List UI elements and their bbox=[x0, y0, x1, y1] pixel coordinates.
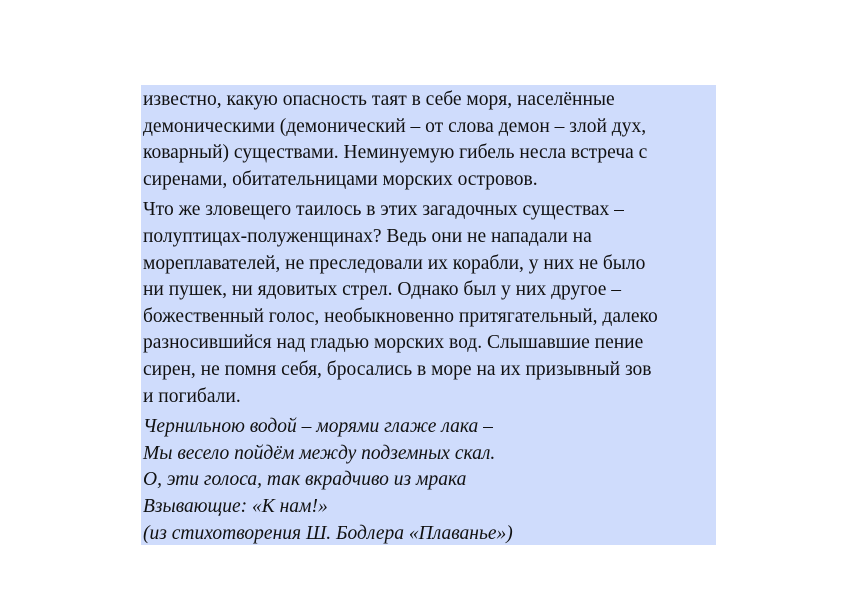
highlighted-text-block bbox=[141, 85, 716, 545]
text-line: мореплавателей, не преследовали их корабли, у них не было bbox=[143, 252, 646, 274]
paragraph-sirens-danger bbox=[143, 87, 716, 193]
poem-quote bbox=[143, 414, 716, 547]
text-line: ни пушек, ни ядовитых стрел. Однако был у них другое – bbox=[143, 279, 622, 301]
text-line: божественный голос, необыкновенно притягательный, далеко bbox=[143, 305, 658, 327]
poem-source: (из стихотворения Ш. Бодлера «Плаванье») bbox=[143, 522, 513, 544]
text-line: сиренами, обитательницами морских островов. bbox=[143, 168, 538, 190]
text-line: Что же зловещего таилось в этих загадочных существах – bbox=[143, 199, 624, 221]
text-line: полуптицах-полуженщинах? Ведь они не нападали на bbox=[143, 225, 592, 247]
text-line: коварный) существами. Неминуемую гибель несла встреча с bbox=[143, 142, 648, 164]
text-line: известно, какую опасность таят в себе моря, населённые bbox=[143, 89, 615, 110]
text-line: сирен, не помня себя, бросались в море на их призывный зов bbox=[143, 358, 652, 380]
poem-line: Чернильною водой – морями глаже лака – bbox=[143, 416, 493, 438]
poem-line: Мы весело пойдём между подземных скал. bbox=[143, 442, 496, 464]
poem-line: Взывающие: «К нам!» bbox=[143, 495, 328, 517]
text-line: демоническими (демонический – от слова демон – злой дух, bbox=[143, 115, 647, 137]
text-line: и погибали. bbox=[143, 385, 241, 407]
paragraph-sirens-voice bbox=[143, 197, 716, 410]
poem-line: О, эти голоса, так вкрадчиво из мрака bbox=[143, 469, 467, 491]
text-line: разносившийся над гладью морских вод. Слышавшие пение bbox=[143, 332, 644, 354]
